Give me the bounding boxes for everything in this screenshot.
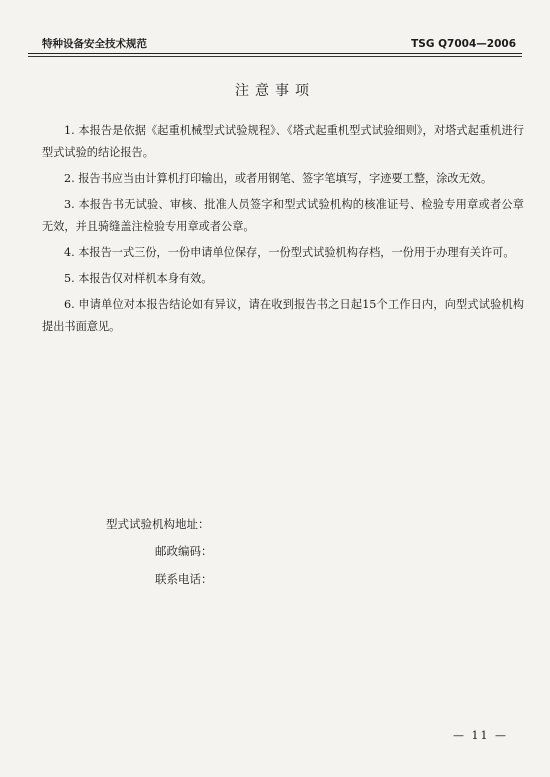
notice-item-5: 5. 本报告仅对样机本身有效。 <box>64 272 213 285</box>
header-left-title: 特种设备安全技术规范 <box>42 38 147 50</box>
header-rule-thin <box>28 56 522 57</box>
notice-item-4: 4. 本报告一式三份，一份申请单位保存，一份型式试验机构存档，一份用于办理有关许可。 <box>64 246 515 259</box>
address-label: 型式试验机构地址： <box>106 517 210 531</box>
notice-list <box>42 120 524 342</box>
notice-item-1: 1. 本报告是依据《起重机械型式试验规程》、《塔式起重机型式试验细则》，对塔式起重机进行型式试验的结论报告。 <box>42 124 524 159</box>
phone-label: 联系电话： <box>155 572 213 586</box>
header-rule-thick <box>28 53 522 54</box>
page-header <box>28 36 522 51</box>
page-number: — 11 — <box>453 729 508 742</box>
header-standard-code: TSG Q7004—2006 <box>411 37 516 50</box>
postal-code-label: 邮政编码： <box>155 544 213 558</box>
page-title: 注意事项 <box>235 83 315 99</box>
notice-item-6: 6. 申请单位对本报告结论如有异议，请在收到报告书之日起15个工作日内，向型式试验机构提出书面意见。 <box>42 298 524 333</box>
notice-item-3: 3. 本报告书无试验、审核、批准人员签字和型式试验机构的核准证号、检验专用章或者公章无效，并且骑缝盖注检验专用章或者公章。 <box>42 198 524 233</box>
notice-item-2: 2. 报告书应当由计算机打印输出，或者用钢笔、签字笔填写，字迹要工整，涂改无效。 <box>64 172 493 185</box>
